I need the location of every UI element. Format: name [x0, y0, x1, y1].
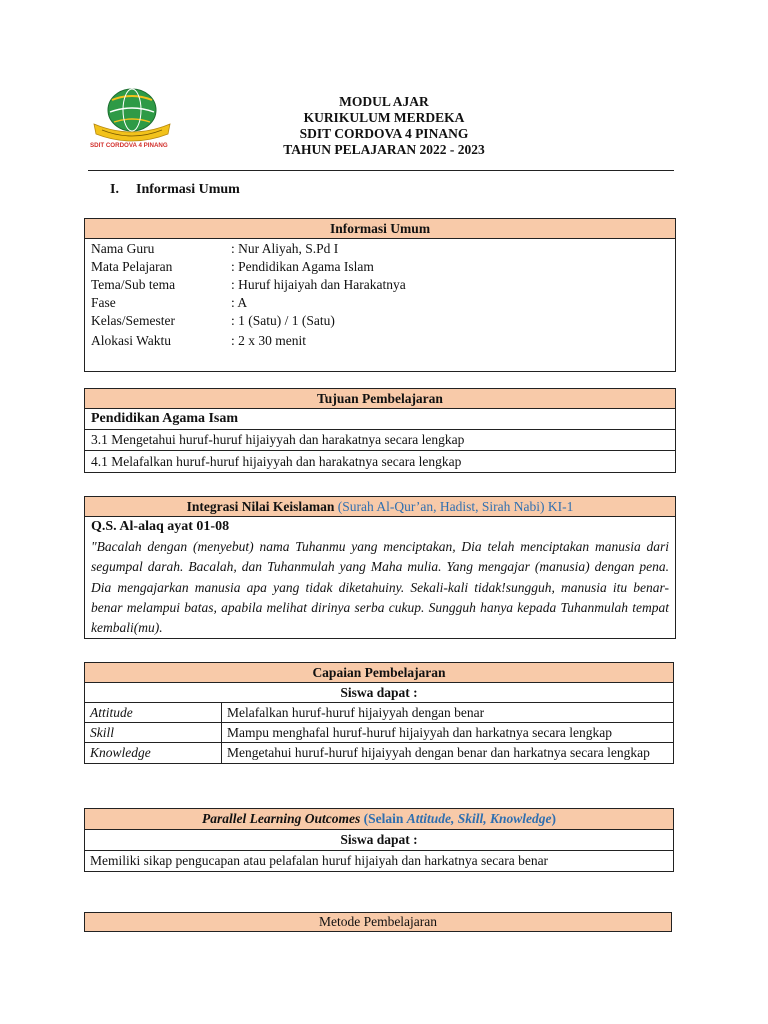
tujuan-item: 3.1 Mengetahui huruf-huruf hijaiyyah dan harakatnya secara lengkap [85, 429, 675, 450]
parallel-header [85, 809, 674, 830]
info-value: : 2 x 30 menit [231, 333, 306, 348]
header-curriculum: KURIKULUM MERDEKA [303, 110, 465, 125]
table-row [85, 723, 674, 743]
table-row [85, 743, 674, 764]
info-label: Nama Guru [91, 241, 155, 256]
info-value: : 1 (Satu) / 1 (Satu) [231, 313, 335, 328]
info-value: : Huruf hijaiyah dan Harakatnya [231, 277, 406, 292]
parallel-close: ) [551, 811, 557, 826]
capaian-key: Skill [85, 723, 222, 743]
parallel-attitude: Attitude, Skill, Knowledge [406, 811, 552, 826]
info-value: : Nur Aliyah, S.Pd I [231, 241, 339, 256]
integrasi-surah: Q.S. Al-alaq ayat 01-08 [91, 519, 230, 534]
integrasi-title: Integrasi Nilai Keislaman [186, 499, 335, 514]
table-row [85, 703, 674, 723]
parallel-title: Parallel Learning Outcomes [201, 811, 361, 826]
header-title: MODUL AJAR [339, 94, 429, 109]
parallel-text: Memiliki sikap pengucapan atau pelafalan huruf hijaiyah dan harkatnya secara benar [85, 851, 674, 872]
tujuan-item: 4.1 Melafalkan huruf-huruf hijaiyyah dan harakatnya secara lengkap [85, 450, 675, 472]
tujuan-table [84, 388, 676, 473]
capaian-header: Capaian Pembelajaran [85, 663, 674, 683]
capaian-value: Mampu menghafal huruf-huruf hijaiyyah dan harkatnya secara lengkap [222, 723, 674, 743]
info-value: : Pendidikan Agama Islam [231, 259, 374, 274]
info-label: Tema/Sub tema [91, 277, 176, 292]
integrasi-sources: (Surah Al-Qur’an, Hadist, Sirah Nabi) [337, 499, 545, 514]
integrasi-quote: "Bacalah dengan (menyebut) nama Tuhanmu yang menciptakan, Dia telah menciptakan manusia dari segumpal darah. Bacalah, dan Tuhanmulah yang Maha mulia. Yang mengajar (manusia) dengan pena. Dia mengajarkan manusia apa yang tidak diketahuiny. Sekali-kali tidak!sungguh, manusia itu benar-benar melampui batas, apabila melihat dirinya serba cukup. Sungguh hanya kepada Tuhanmulah tempat kembali(mu). [91, 539, 669, 636]
school-logo [88, 84, 180, 156]
info-label: Alokasi Waktu [91, 333, 172, 348]
informasi-umum-table [84, 218, 676, 372]
integrasi-ki: KI-1 [547, 499, 574, 514]
section-title: Informasi Umum [136, 182, 240, 197]
header-school: SDIT CORDOVA 4 PINANG [299, 126, 469, 141]
parallel-open: (Selain [363, 811, 404, 826]
integrasi-header [85, 497, 675, 517]
metode-header: Metode Pembelajaran [84, 912, 672, 932]
capaian-key: Attitude [85, 703, 222, 723]
info-label: Fase [91, 295, 116, 310]
capaian-value: Mengetahui huruf-huruf hijaiyyah dengan benar dan harkatnya secara lengkap [222, 743, 674, 764]
info-label: Mata Pelajaran [91, 259, 173, 274]
tujuan-subject: Pendidikan Agama Isam [91, 411, 239, 426]
capaian-value: Melafalkan huruf-huruf hijaiyyah dengan benar [222, 703, 674, 723]
logo-text: SDIT CORDOVA 4 PINANG [90, 142, 168, 149]
informasi-umum-header: Informasi Umum [85, 219, 675, 239]
header-divider [88, 170, 674, 171]
capaian-sub: Siswa dapat : [85, 683, 674, 703]
header-year: TAHUN PELAJARAN 2022 - 2023 [283, 142, 485, 157]
section-heading [110, 182, 240, 198]
info-label: Kelas/Semester [91, 313, 175, 328]
parallel-sub: Siswa dapat : [85, 830, 674, 851]
tujuan-header: Tujuan Pembelajaran [85, 389, 675, 409]
capaian-key: Knowledge [85, 743, 222, 764]
info-value: : A [231, 295, 248, 310]
integrasi-table [84, 496, 676, 639]
document-header [200, 94, 568, 158]
section-number: I. [110, 182, 119, 197]
parallel-table [84, 808, 674, 872]
capaian-table [84, 662, 674, 764]
